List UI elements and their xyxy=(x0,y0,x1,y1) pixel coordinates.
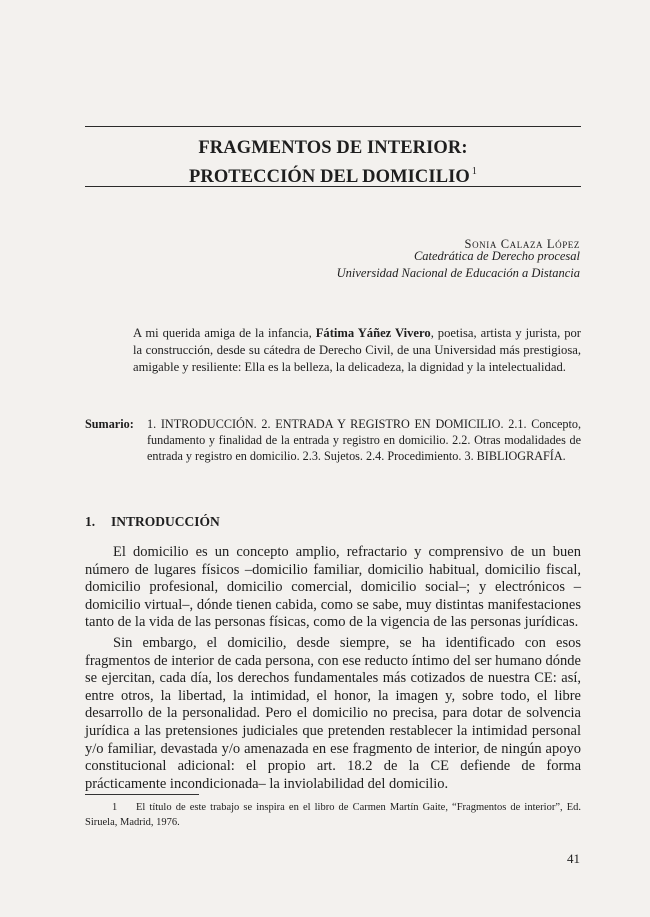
author-position: Catedrática de Derecho procesal xyxy=(413,249,580,263)
body-text xyxy=(85,544,581,793)
author-institution: Universidad Nacional de Educación a Distancia xyxy=(336,266,580,280)
section-heading xyxy=(85,513,220,531)
paragraph: El domicilio es un concepto amplio, refractario y comprensivo de un buen número de lugares físicos –domicilio familiar, domicilio habitual, domicilio fiscal, domicilio profesional, domicilio comercial, domicilio social–; y electrónicos –domicilio virtual–, dónde tienen cabida, como se sabe, muy distintas manifestaciones tanto de la vida de las personas físicas, como de la vigencia de las personas jurídicas. xyxy=(85,544,581,631)
title-footnote-marker: 1 xyxy=(471,166,478,177)
dedication xyxy=(133,325,581,376)
title-line-2 xyxy=(85,160,581,189)
title-line-2-text: PROTECCIÓN DEL DOMICILIO xyxy=(188,167,470,187)
footnote-number: 1 xyxy=(112,802,118,813)
title-line-1: FRAGMENTOS DE INTERIOR: xyxy=(198,138,468,158)
author-name: Sonia Calaza López xyxy=(464,237,580,251)
dedication-before: A mi querida amiga de la infancia, xyxy=(133,326,316,340)
section-number: 1. xyxy=(85,514,96,529)
title-bottom-rule xyxy=(85,186,581,187)
dedication-after: , poetisa, artista y jurista, por la construcción, desde su cátedra de Derecho Civil, de una Universidad más prestigiosa, amigable y resiliente: Ella es la belleza, la delicadeza, la dignidad y la intelectualidad. xyxy=(133,326,581,374)
paragraph: Sin embargo, el domicilio, desde siempre, se ha identificado con esos fragmentos de interior de cada persona, con ese reducto íntimo del ser humano dónde se ejercitan, cada día, los derechos fundamentales más cotizados de nuestra CE: así, entre otros, la libertad, la intimidad, el honor, la imagen y, sobre todo, el libre desarrollo de la personalidad. Pero el domicilio no precisa, para dotar de solvencia jurídica a las pretensiones judiciales que pretenden restablecer la intimidad personal y/o familiar, devastada y/o amenazada en ese fragmento de interior, de ningún apoyo constitucional adicional: el propio art. 18.2 de la CE defiende de forma prácticamente incondicionada– la inviolabilidad del domicilio. xyxy=(85,634,581,792)
title-top-rule xyxy=(85,126,581,127)
section-title: INTRODUCCIÓN xyxy=(111,514,220,529)
footnote-separator xyxy=(85,794,199,795)
sumario-text: 1. INTRODUCCIÓN. 2. ENTRADA Y REGISTRO EN DOMICILIO. 2.1. Concepto, fundamento y finalidad de la entrada y registro en domicilio. 2.2. Otras modalidades de entrada y registro en domicilio. 2.3. Sujetos. 2.4. Procedimiento. 3. BIBLIOGRAFÍA. xyxy=(147,417,581,463)
footnote xyxy=(85,800,581,830)
footnote-text: El título de este trabajo se inspira en el libro de Carmen Martín Gaite, “Fragmentos de interior”, Ed. Siruela, Madrid, 1976. xyxy=(85,802,581,828)
article-title xyxy=(85,136,581,189)
dedication-name: Fátima Yáñez Vivero xyxy=(315,326,431,340)
author-affiliation xyxy=(337,248,580,282)
page-number: 41 xyxy=(567,851,580,866)
sumario-label: Sumario: xyxy=(85,417,134,431)
